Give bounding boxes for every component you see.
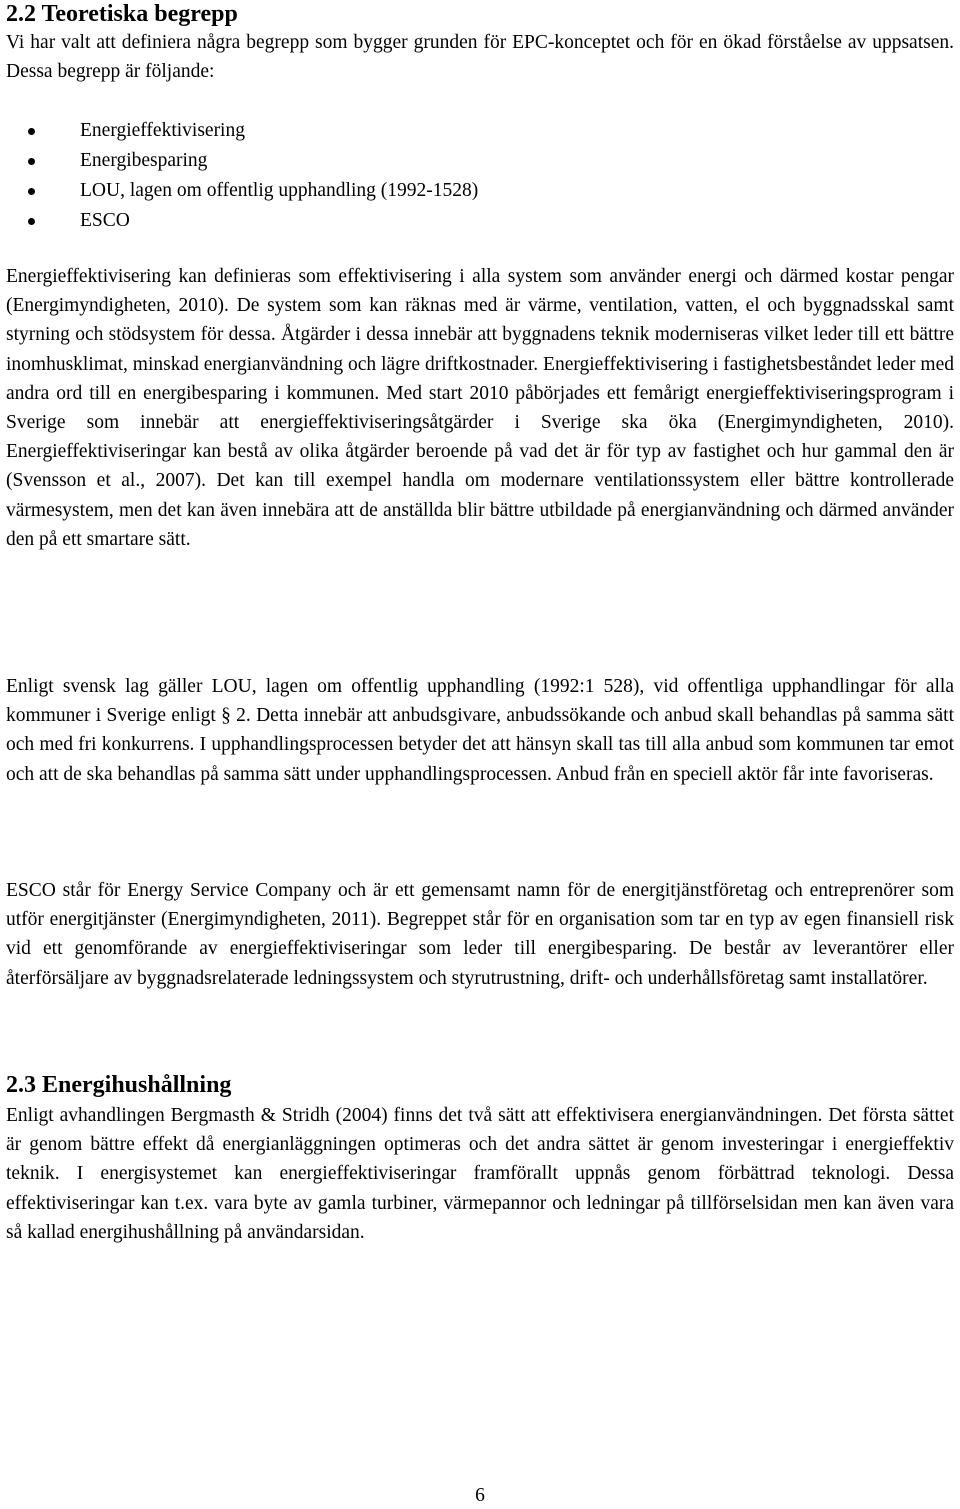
bullet-label: ESCO [80,210,130,231]
bullet-icon [28,218,35,225]
lou-paragraph: Enligt svensk lag gäller LOU, lagen om offentlig upphandling (1992:1 528), vid offentliga upphandlingar för alla kommuner i Sverige enligt § 2. Detta innebär att anbudsgivare, anbudssökande och anbud skall behandlas på samma sätt och med fri konkurrens. I upphandlingsprocessen betyder det att hänsyn skall tas till alla anbud som kommunen tar emot och att de ska behandlas på samma sätt under upphandlingsprocessen. Anbud från en speciell aktör får inte favoriseras. [6,676,954,785]
bullet-label: Energieffektivisering [80,120,245,141]
bullet-label: Energibesparing [80,150,208,171]
bullet-icon [28,188,35,195]
section-heading-2-3: 2.3 Energihushållning [6,1072,232,1098]
energieffektivisering-paragraph: Energieffektivisering kan definieras som effektivisering i alla system som använder energi och därmed kostar pengar (Energimyndigheten, 2010). De system som kan räknas med är värme, ventilation, vatten, el och byggnadsskal samt styrning och stödsystem för dessa. Åtgärder i dessa innebär att byggnadens teknik moderniseras vilket leder till ett bättre inomhusklimat, minskad energianvändning och lägre driftkostnader. Energieffektivisering i fastighetsbeståndet leder med andra ord till en energibesparing i kommunen. Med start 2010 påbörjades ett femårigt energieffektiviseringsprogram i Sverige som innebär att energieffektiviseringsåtgärder i Sverige ska öka (Energimyndigheten, 2010). Energieffektiviseringar kan bestå av olika åtgärder beroende på vad det är för typ av fastighet och hur gammal den är (Svensson et al., 2007). Det kan till exempel handla om modernare ventilationssystem eller bättre kontrollerade värmesystem, men det kan även innebära att de anställda blir bättre utbildade på energianvändning och därmed använder den på ett smartare sätt. [6,266,954,550]
intro-paragraph: Vi har valt att definiera några begrepp som bygger grunden för EPC-konceptet och för en ökad förståelse av uppsatsen. Dessa begrepp är följande: [6,32,954,83]
list-item [28,146,478,176]
bullet-icon [28,158,35,165]
page-number: 6 [475,1485,485,1506]
bullet-icon [28,128,35,135]
list-item [28,116,478,146]
list-item [28,176,478,206]
list-item [28,206,478,236]
concept-bullet-list [28,116,478,236]
esco-paragraph: ESCO står för Energy Service Company och är ett gemensamt namn för de energitjänstföretag och entreprenörer som utför energitjänster (Energimyndigheten, 2011). Begreppet står för en organisation som tar en typ av egen finansiell risk vid ett genomförande av energieffektiviseringar som leder till energibesparing. De består av leverantörer eller återförsäljare av byggnadsrelaterade ledningssystem och styrutrustning, drift- och underhållsföretag samt installatörer. [6,880,954,989]
energihushallning-paragraph: Enligt avhandlingen Bergmasth & Stridh (2004) finns det två sätt att effektivisera energianvändningen. Det första sättet är genom bättre effekt då energianläggningen optimeras och det andra sättet är genom investeringar i energieffektiv teknik. I energisystemet kan energieffektiviseringar framförallt uppnås genom förbättrad teknologi. Dessa effektiviseringar kan t.ex. vara byte av gamla turbiner, värmepannor och ledningar på tillförselsidan men kan även vara så kallad energihushållning på användarsidan. [6,1105,954,1243]
section-heading-2-2: 2.2 Teoretiska begrepp [6,1,238,27]
bullet-label: LOU, lagen om offentlig upphandling (1992-1528) [80,180,479,201]
